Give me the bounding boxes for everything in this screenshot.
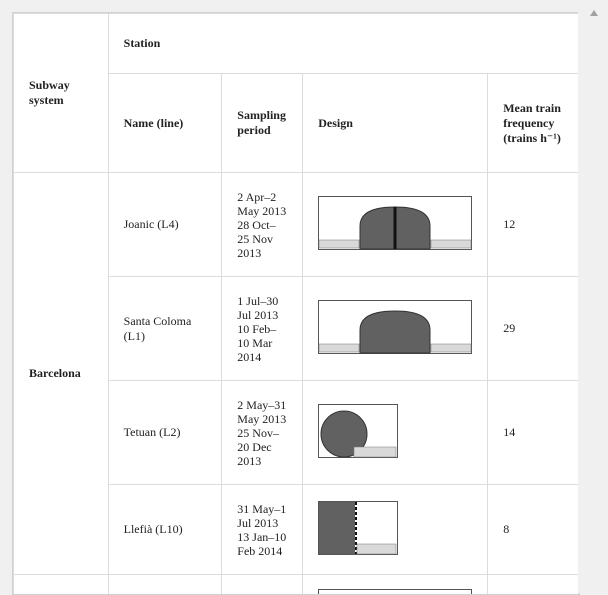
table-row [14,173,579,277]
header-mean-train-frequency: Mean train frequency (trains h⁻¹) [488,74,579,173]
mean-frequency: 29 [488,277,579,381]
design-tetuan-diagram [318,404,398,458]
sampling-period: 31 May–1 Jul 2013 13 Jan–10 Feb 2014 [222,485,303,575]
design-diagram [303,381,488,485]
sampling-period: 1 Jul–30 Jul 2013 10 Feb–10 Mar 2014 [222,277,303,381]
station-table [13,13,579,595]
design-diagram [303,485,488,575]
mean-frequency: 12 [488,173,579,277]
table-frame [12,12,580,595]
design-joanic-diagram [318,196,472,250]
design-llefia-diagram [318,501,398,555]
station-name: Llefià (L10) [108,485,222,575]
station-name: Tetuan (L2) [108,381,222,485]
table-row [14,575,579,595]
header-subway-system: Subway system [14,14,109,173]
mean-frequency: 8 [488,485,579,575]
mean-frequency: 14 [488,381,579,485]
header-sampling-period: Sampling period [222,74,303,173]
header-station: Station [108,14,578,74]
system-barcelona: Barcelona [14,173,109,575]
scroll-up-arrow-icon[interactable] [590,10,598,16]
design-diagram [303,277,488,381]
header-design: Design [303,74,488,173]
design-diagram [303,173,488,277]
station-name: Joanic (L4) [108,173,222,277]
sampling-period: 2 May–31 May 2013 25 Nov–20 Dec 2013 [222,381,303,485]
vertical-scrollbar[interactable] [578,0,608,593]
sampling-period: 2 Apr–2 May 2013 28 Oct–25 Nov 2013 [222,173,303,277]
station-name: Santa Coloma (L1) [108,277,222,381]
design-diagram [303,575,488,595]
header-name-line: Name (line) [108,74,222,173]
design-santa-coloma-diagram [318,300,472,354]
